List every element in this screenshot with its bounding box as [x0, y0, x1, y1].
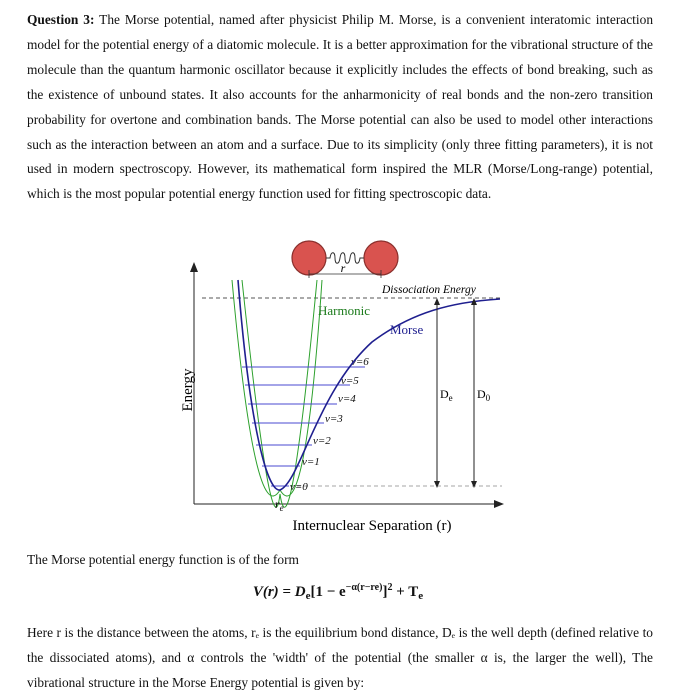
harmonic-curves: [232, 280, 322, 507]
morse-label: Morse: [390, 322, 424, 337]
description-paragraph: Here r is the distance between the atoms, rₑ is the equilibrium bond distance, Dₑ is the well depth (defined relative to the dissociated atoms), and α controls the 'width' of the potential (the smaller α is, the larger the well), The vibrational structure in the Morse Energy potential is given by:: [27, 625, 653, 690]
morse-potential-figure: [172, 232, 512, 542]
y-axis-arrow: [190, 262, 198, 272]
form-intro: The Morse potential energy function is of the form: [27, 552, 299, 567]
re-label: $r_e$: [275, 497, 284, 513]
question-text: The Morse potential, named after physicist Philip M. Morse, is a convenient interatomic interaction model for the potential energy of a diatomic molecule. It is a better approximation for the vibrational structure of the molecule than the quantum harmonic oscillator because it explicitly includes the effects of bond breaking, such as the existence of unbound states. It also accounts for the anharmonicity of real bonds and the non-zero transition probability for overtone and combination bands. The Morse potential can also be used to model other interactions such as the interaction between an atom and a surface. Due to its simplicity (only three fitting parameters), it is not used in modern spectroscopy. However, its mathematical form inspired the MLR (Morse/Long-range) potential, which is the most popular potential energy function used for fitting spectroscopic data.: [27, 12, 654, 202]
de-label: $D_e$: [440, 387, 453, 403]
x-axis-arrow: [494, 500, 504, 508]
question-paragraph: [27, 8, 653, 207]
atom-left: [292, 241, 326, 275]
level-v1: v=1: [302, 456, 320, 468]
question-label: Question 3:: [27, 12, 95, 27]
dissociation-label: Dissociation Energy: [382, 284, 476, 296]
level-v4: v=4: [338, 393, 356, 405]
harmonic-label: Harmonic: [318, 303, 370, 318]
level-v2: v=2: [313, 435, 331, 447]
y-axis-label: Energy: [180, 368, 196, 412]
level-v0: v=0: [290, 481, 308, 493]
d0-label: $D_0$: [477, 387, 491, 403]
level-v3: v=3: [325, 413, 343, 425]
level-v6: v=6: [351, 356, 369, 368]
x-axis-label: Internuclear Separation (r): [292, 518, 452, 534]
level-v5: v=5: [341, 375, 359, 387]
bond-length-label: r: [340, 261, 346, 275]
diatomic-molecule-icon: [292, 241, 398, 278]
atom-right: [364, 241, 398, 275]
morse-formula: $V(r) = D_e[1 - e^{-\alpha(r-re)}]^2 + T_e$: [252, 582, 424, 602]
